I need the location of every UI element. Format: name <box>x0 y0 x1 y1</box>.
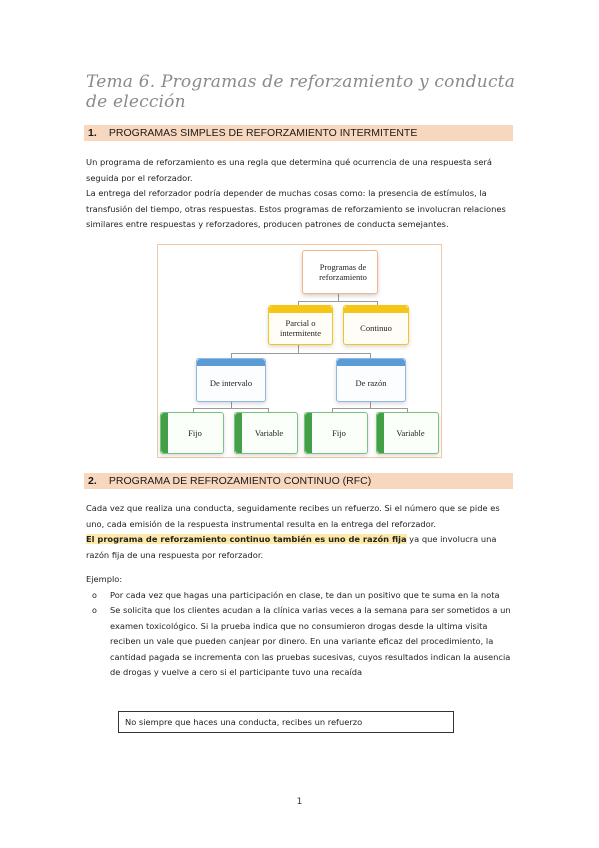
example-2: Se solicita que los clientes acudan a la clínica varias veces a la semana para ser sometidos a un examen toxicológico. Si la prueba indica que no consumieron drogas desde la ultima visita reciben un vale que pueden canjear por dinero. En una variante eficaz del procedimiento, la cantidad pagada se incrementa con las pruebas sucesivas, cuyos resultados indican la ausencia de drogas y vuelve a cero si el participante tuvo una recaída <box>110 605 511 677</box>
node-partial <box>268 305 333 345</box>
node-variable-ratio <box>376 412 439 454</box>
connector <box>231 353 371 354</box>
section-heading-2 <box>84 473 513 489</box>
list-item <box>86 603 516 681</box>
reinforcement-programs-diagram <box>157 244 442 458</box>
node-variable-interval <box>234 412 298 454</box>
connector <box>193 408 269 409</box>
section2-body <box>86 501 514 563</box>
node-ratio-label: De razón <box>355 378 387 388</box>
example-label: Ejemplo: <box>86 574 123 584</box>
bullet-icon: o <box>92 606 97 615</box>
list-item <box>86 588 516 604</box>
highlighted-statement: El programa de reforzamiento continuo también es uno de razón fija <box>86 534 407 544</box>
node-root <box>302 250 378 294</box>
connector <box>338 293 339 301</box>
page-title: Tema 6. Programas de reforzamiento y conducta de elección <box>86 72 516 112</box>
node-accent <box>377 413 384 453</box>
node-fixed-interval-label: Fijo <box>188 428 202 438</box>
section-number-2: 2. <box>88 475 97 487</box>
node-continuous-label: Continuo <box>360 323 392 333</box>
node-accent <box>197 359 265 366</box>
example-section <box>86 572 516 681</box>
bullet-icon: o <box>92 590 97 600</box>
section1-paragraph-2: La entrega del reforzador podría depender de muchas cosas como: la presencia de estímulos, la transfusión del tiempo, otras respuestas. Estos programas de reforzamiento se involucran relaciones similares entre respuestas y reforzadores, producen patrones de conducta semejantes. <box>86 188 506 229</box>
node-accent <box>337 359 405 366</box>
section2-paragraph-1: Cada vez que realiza una conducta, seguidamente recibes un refuerzo. Si el número que se pide es uno, cada emisión de la respuesta instrumental resulta en la entrega del reforzador. <box>86 503 500 529</box>
node-interval <box>196 358 266 402</box>
node-fixed-interval <box>160 412 224 454</box>
note-box: No siempre que haces una conducta, recibes un refuerzo <box>118 711 454 733</box>
node-variable-ratio-label: Variable <box>396 428 425 438</box>
node-fixed-ratio <box>304 412 368 454</box>
node-accent <box>235 413 242 453</box>
section-title-1: PROGRAMAS SIMPLES DE REFORZAMIENTO INTERMITENTE <box>108 127 418 139</box>
connector <box>231 401 232 408</box>
connector <box>298 301 378 302</box>
node-fixed-ratio-label: Fijo <box>332 428 346 438</box>
node-accent <box>269 306 332 313</box>
node-interval-label: De intervalo <box>209 378 253 388</box>
section2-paragraph-2 <box>86 532 514 563</box>
node-accent <box>161 413 168 453</box>
node-ratio <box>336 358 406 402</box>
node-partial-label: Parcial o intermitente <box>279 318 322 338</box>
section1-body <box>86 155 514 233</box>
section-heading-1 <box>84 125 513 141</box>
section-title-2: PROGRAMA DE REFROZAMIENTO CONTINUO (RFC) <box>108 475 372 487</box>
example-1: Por cada vez que hagas una participación en clase, te dan un positivo que te suma en la nota <box>110 589 500 600</box>
connector <box>370 401 371 408</box>
section2-paragraph-2-rest: ya que involucra una razón fija de una respuesta por reforzador. <box>86 534 497 560</box>
section-number-1: 1. <box>88 127 97 139</box>
node-variable-interval-label: Variable <box>254 428 284 438</box>
node-continuous <box>343 305 409 345</box>
page-number: 1 <box>296 797 303 807</box>
node-accent <box>305 413 312 453</box>
section1-paragraph-1: Un programa de reforzamiento es una regla que determina qué ocurrencia de una respuesta será seguida por el reforzador. <box>86 157 492 183</box>
node-accent <box>344 306 408 313</box>
connector <box>332 408 408 409</box>
node-root-label: Programas de reforzamiento <box>319 262 367 282</box>
